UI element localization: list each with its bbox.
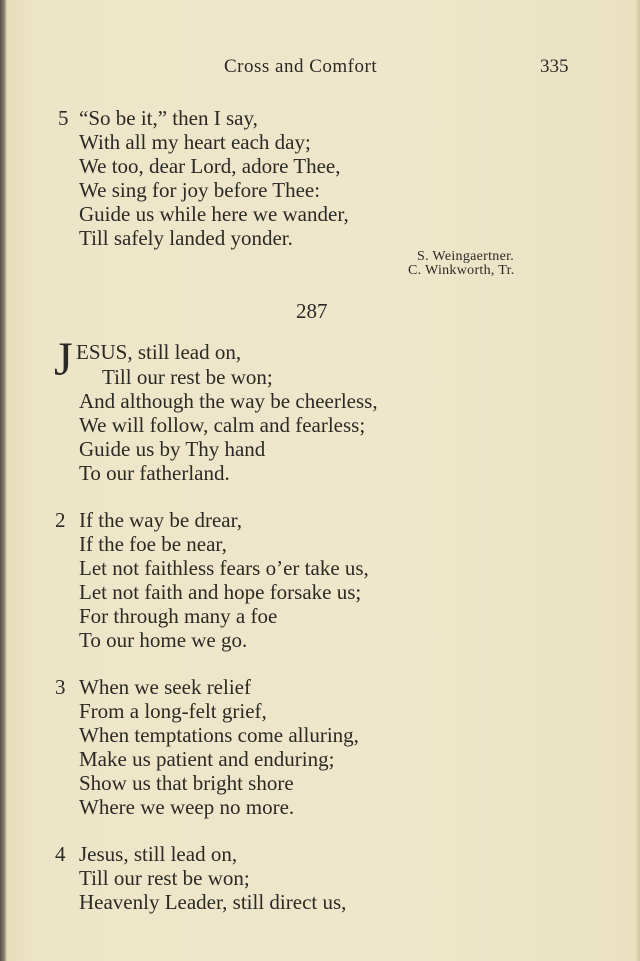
hymn-line: And although the way be cheerless,: [79, 389, 378, 413]
hymn-line: Show us that bright shore: [79, 771, 294, 795]
verse-number: 3: [55, 675, 66, 699]
hymn-line: To our home we go.: [79, 628, 248, 652]
page-edge: [635, 0, 640, 961]
page-number: 335: [540, 56, 569, 77]
author-credit: S. Weingaertner.: [417, 249, 515, 264]
hymn-line: When we seek relief: [79, 675, 251, 699]
verse-number: 5: [58, 106, 69, 130]
hymn-line: Heavenly Leader, still direct us,: [79, 890, 347, 914]
hymn-line: If the way be drear,: [79, 508, 242, 532]
verse-number: 4: [55, 842, 66, 866]
running-header: Cross and Comfort: [224, 56, 378, 77]
hymn-line: Till safely landed yonder.: [79, 226, 293, 250]
hymn-line: For through many a foe: [79, 604, 278, 628]
hymn-line: ESUS, still lead on,: [76, 340, 242, 364]
hymn-line: Let not faithless fears o’er take us,: [79, 556, 369, 580]
hymn-line: We sing for joy before Thee:: [79, 178, 321, 202]
verse-number: 2: [55, 508, 66, 532]
hymn-line: Till our rest be won;: [102, 365, 273, 389]
drop-cap: J: [54, 333, 73, 386]
hymn-line: Let not faith and hope forsake us;: [79, 580, 362, 604]
hymn-line: We too, dear Lord, adore Thee,: [79, 154, 341, 178]
hymn-line: When temptations come alluring,: [79, 723, 359, 747]
hymn-line: With all my heart each day;: [79, 130, 311, 154]
hymn-line: Make us patient and enduring;: [79, 747, 335, 771]
hymn-number: 287: [296, 299, 328, 323]
translator-credit: C. Winkworth, Tr.: [408, 263, 515, 278]
hymn-line: To our fatherland.: [79, 461, 230, 485]
hymn-line: Jesus, still lead on,: [79, 842, 238, 866]
hymn-line: Guide us while here we wander,: [79, 202, 349, 226]
hymn-line: We will follow, calm and fearless;: [79, 413, 366, 437]
hymn-line: Guide us by Thy hand: [79, 437, 266, 461]
hymn-line: If the foe be near,: [79, 532, 227, 556]
hymn-line: From a long-felt grief,: [79, 699, 267, 723]
page-gutter: [0, 0, 7, 961]
hymn-line: Where we weep no more.: [79, 795, 295, 819]
hymn-line: “So be it,” then I say,: [79, 106, 258, 130]
hymn-line: Till our rest be won;: [79, 866, 250, 890]
